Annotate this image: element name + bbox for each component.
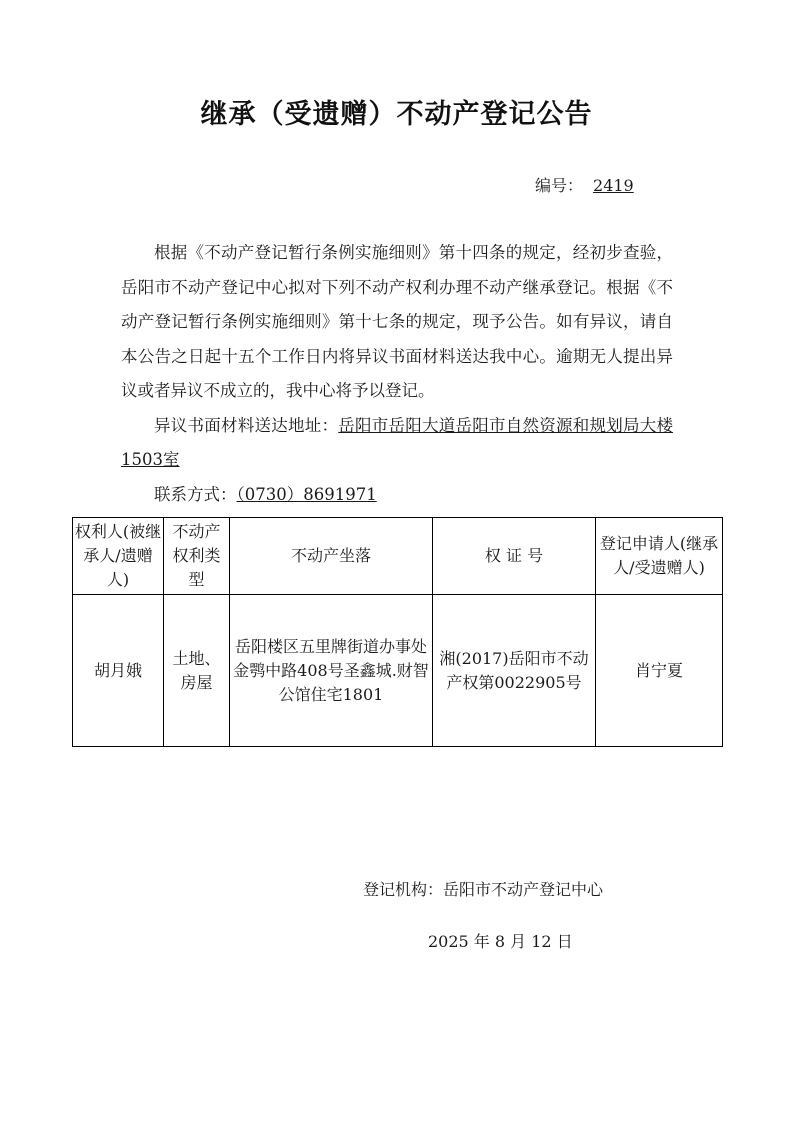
- notice-title: 继承（受遗赠）不动产登记公告: [200, 99, 593, 130]
- cell-applicant: 肖宁夏: [596, 595, 723, 747]
- cell-right-holder: 胡月娥: [73, 595, 164, 747]
- contact-label: 联系方式：: [154, 484, 237, 504]
- address-value: 岳阳市岳阳大道岳阳市自然资源和规划局大楼1503室: [121, 415, 673, 469]
- cell-location: 岳阳楼区五里牌街道办事处金鹗中路408号圣鑫城.财智公馆住宅1801: [230, 595, 433, 747]
- property-table: [72, 517, 723, 747]
- registration-agency: 登记机构：岳阳市不动产登记中心: [363, 880, 604, 899]
- header-applicant: 登记申请人(继承人/受遗赠人): [596, 518, 723, 595]
- contact-value: （0730）8691971: [236, 484, 377, 504]
- address-label: 异议书面材料送达地址：: [154, 415, 339, 435]
- header-right-holder: 权利人(被继承人/遗赠人): [73, 518, 164, 595]
- table-row: [73, 595, 723, 747]
- header-right-type: 不动产权利类型: [164, 518, 230, 595]
- serial-value: 2419: [593, 176, 634, 195]
- header-location: 不动产坐落: [230, 518, 433, 595]
- table-header-row: [73, 518, 723, 595]
- serial-number: [535, 173, 634, 196]
- notice-date: 2025 年 8 月 12 日: [428, 932, 573, 951]
- cell-right-type: 土地、房屋: [164, 595, 230, 747]
- header-certificate-number: 权 证 号: [433, 518, 596, 595]
- notice-body: [121, 236, 673, 512]
- objection-address: [121, 409, 673, 478]
- contact-info: [121, 478, 673, 513]
- cell-certificate-number: 湘(2017)岳阳市不动产权第0022905号: [433, 595, 596, 747]
- notice-paragraph: 根据《不动产登记暂行条例实施细则》第十四条的规定，经初步查验，岳阳市不动产登记中心拟对下列不动产权利办理不动产继承登记。根据《不动产登记暂行条例实施细则》第十七条的规定，现予公告。如有异议，请自本公告之日起十五个工作日内将异议书面材料送达我中心。逾期无人提出异议或者异议不成立的，我中心将予以登记。: [121, 243, 673, 400]
- serial-label: 编号：: [535, 176, 584, 195]
